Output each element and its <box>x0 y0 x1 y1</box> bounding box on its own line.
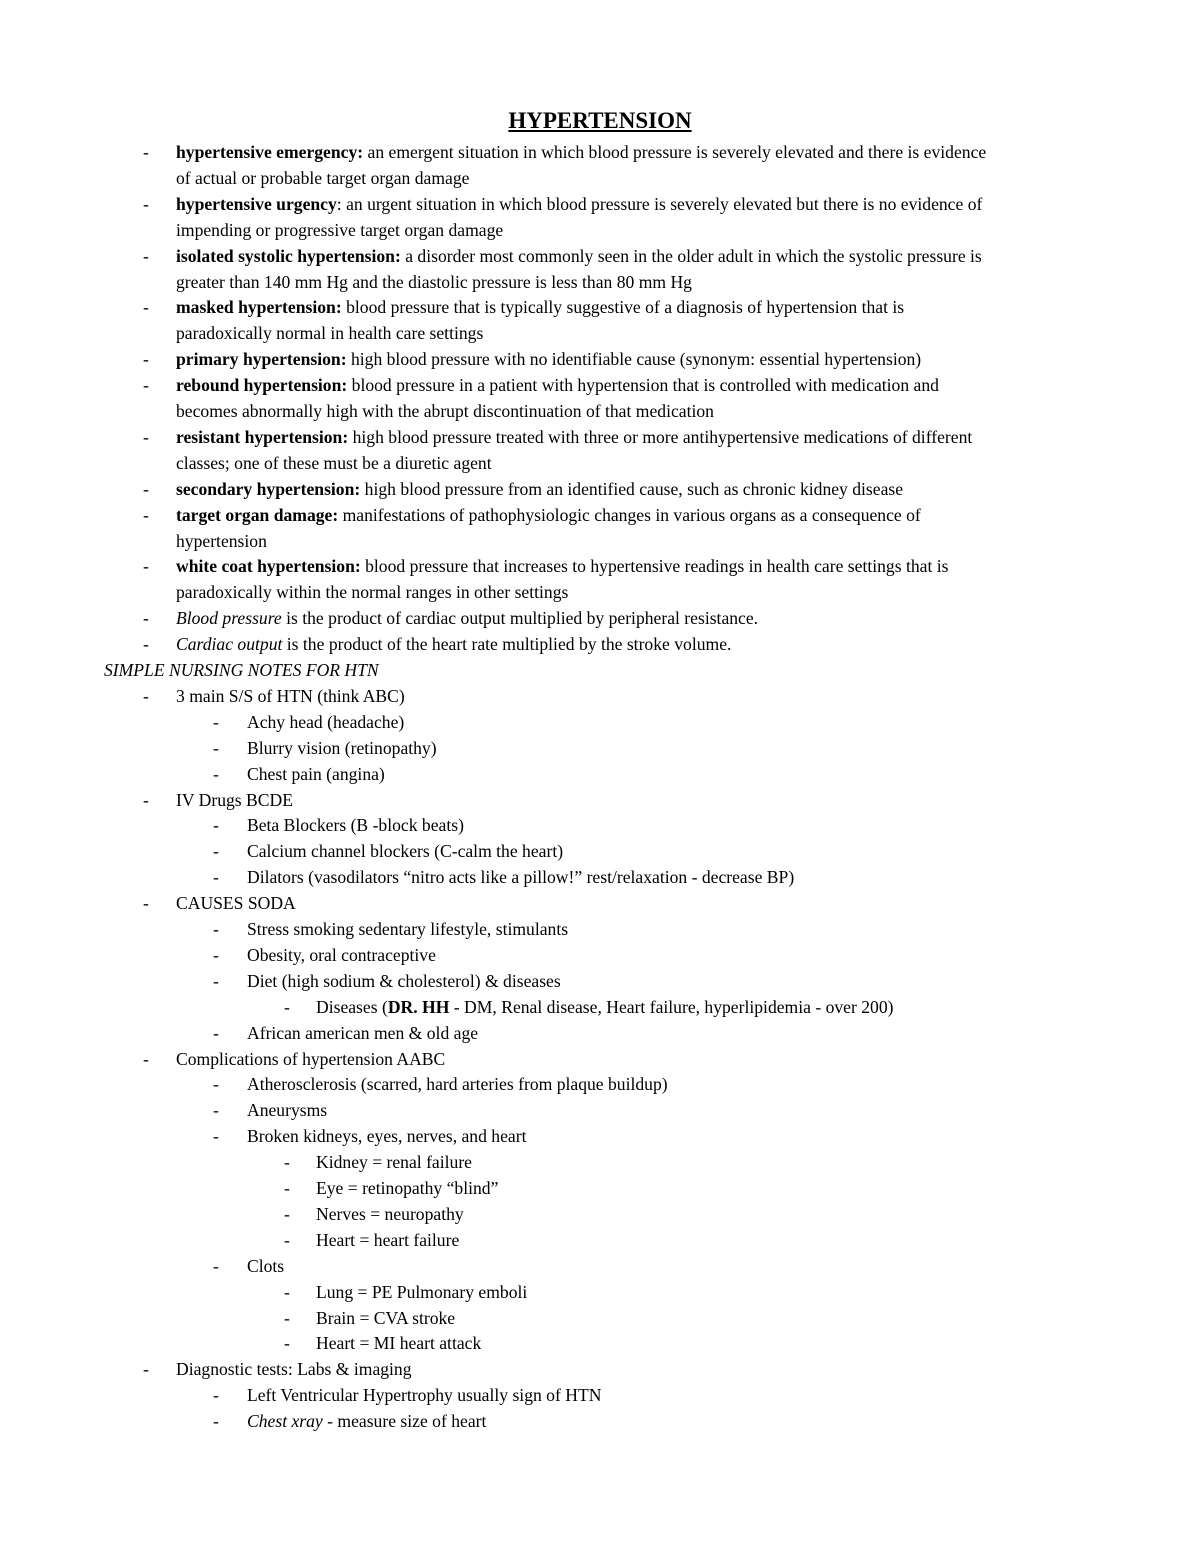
bullet-dash: - <box>213 1074 219 1095</box>
note-subitem <box>247 1100 327 1120</box>
line-text: Heart = heart failure <box>316 1229 460 1250</box>
line-text: Left Ventricular Hypertrophy usually sign of HTN <box>247 1385 602 1406</box>
line-text: Stress smoking sedentary lifestyle, stimulants <box>247 919 569 939</box>
note-subsubitem <box>316 1333 481 1353</box>
line-text: blood pressure in a patient with hypertension that is controlled with medication and <box>347 375 939 396</box>
bullet-dash: - <box>143 789 149 810</box>
italic-term: Cardiac output <box>176 634 283 655</box>
note-subitem <box>247 738 437 758</box>
bullet-dash: - <box>213 1126 219 1147</box>
line-text: Blurry vision (retinopathy) <box>247 737 437 758</box>
bullet-dash: - <box>143 193 149 214</box>
line-text: paradoxically within the normal ranges in other settings <box>176 582 569 603</box>
bullet-dash: - <box>213 1022 219 1043</box>
definition-item <box>176 505 921 525</box>
line-text: Lung = PE Pulmonary emboli <box>316 1281 528 1302</box>
definition-continuation <box>176 453 492 473</box>
note-subitem <box>247 1411 486 1431</box>
term-label: primary hypertension: <box>176 349 347 370</box>
line-text: a disorder most commonly seen in the older adult in which the systolic pressure is <box>400 245 982 266</box>
term-label: white coat hypertension: <box>176 556 361 577</box>
bullet-dash: - <box>143 426 149 447</box>
line-text: : an urgent situation in which blood pressure is severely elevated but there is no evidence of <box>336 193 983 214</box>
line-text: Clots <box>247 1255 285 1276</box>
bullet-dash: - <box>284 1152 290 1173</box>
bullet-dash: - <box>213 867 219 888</box>
definition-continuation <box>176 272 692 292</box>
definition-item <box>176 297 904 317</box>
line-text: high blood pressure with no identifiable cause (synonym: essential hypertension) <box>346 349 922 370</box>
term-label: resistant hypertension: <box>176 426 349 447</box>
line-text: Beta Blockers (B -block beats) <box>247 815 464 836</box>
term-label: masked hypertension: <box>176 297 342 318</box>
line-text: Broken kidneys, eyes, nerves, and heart <box>247 1126 527 1147</box>
line-text: CAUSES SODA <box>176 893 296 914</box>
bullet-dash: - <box>213 763 219 784</box>
italic-term: Blood pressure <box>176 608 282 629</box>
line-text: 3 main S/S of HTN (think ABC) <box>176 685 405 706</box>
term-label: DR. HH <box>387 996 450 1017</box>
line-text: of actual or probable target organ damage <box>176 167 470 188</box>
line-text: Chest pain (angina) <box>247 763 385 784</box>
note-subitem <box>247 1256 284 1276</box>
bullet-dash: - <box>143 142 149 162</box>
line-text: blood pressure that is typically suggestive of a diagnosis of hypertension that is <box>341 297 905 318</box>
line-text: classes; one of these must be a diuretic agent <box>176 452 492 473</box>
definition-continuation <box>176 401 714 421</box>
bullet-dash: - <box>213 970 219 991</box>
bullet-dash: - <box>213 1255 219 1276</box>
note-item <box>176 790 293 810</box>
bullet-dash: - <box>213 919 219 939</box>
line-text: IV Drugs BCDE <box>176 789 293 810</box>
note-subitem <box>247 945 436 965</box>
bullet-dash: - <box>143 1359 149 1380</box>
definition-item <box>176 142 986 162</box>
line-text: is the product of the heart rate multiplied by the stroke volume. <box>282 634 732 655</box>
bullet-dash: - <box>213 841 219 862</box>
bullet-dash: - <box>143 893 149 914</box>
term-label: hypertensive urgency <box>176 193 337 214</box>
definition-continuation <box>176 220 503 240</box>
bullet-dash: - <box>284 1281 290 1302</box>
term-label: rebound hypertension: <box>176 375 348 396</box>
note-item <box>176 893 296 913</box>
line-text: blood pressure that increases to hypertensive readings in health care settings that is <box>360 556 949 577</box>
note-item <box>176 1359 412 1379</box>
italic-term: Chest xray <box>247 1411 323 1432</box>
definition-item <box>176 479 903 499</box>
definition-item <box>176 427 972 447</box>
term-label: hypertensive emergency: <box>176 142 364 162</box>
line-text: Brain = CVA stroke <box>316 1307 456 1328</box>
line-text: Achy head (headache) <box>247 711 405 732</box>
line-text: an emergent situation in which blood pressure is severely elevated and there is evidence <box>363 142 987 162</box>
line-text: African american men & old age <box>247 1022 479 1043</box>
bullet-dash: - <box>213 1385 219 1406</box>
line-text: Kidney = renal failure <box>316 1152 472 1173</box>
note-subsubitem <box>316 1308 455 1328</box>
line-text: Atherosclerosis (scarred, hard arteries from plaque buildup) <box>247 1074 668 1095</box>
line-text: manifestations of pathophysiologic changes in various organs as a consequence of <box>338 504 921 525</box>
line-text: is the product of cardiac output multiplied by peripheral resistance. <box>281 608 759 629</box>
definition-continuation <box>176 582 568 602</box>
line-text: Diet (high sodium & cholesterol) & diseases <box>247 970 561 991</box>
bullet-dash: - <box>213 815 219 836</box>
bullet-dash: - <box>213 1411 219 1432</box>
term-label: target organ damage: <box>176 504 339 525</box>
bullet-dash: - <box>143 504 149 525</box>
bullet-dash: - <box>143 634 149 655</box>
line-text: Dilators (vasodilators “nitro acts like a pillow!” rest/relaxation - decrease BP) <box>247 867 795 888</box>
bullet-dash: - <box>213 737 219 758</box>
note-subitem <box>247 1385 601 1405</box>
line-text: - DM, Renal disease, Heart failure, hyperlipidemia - over 200) <box>449 996 894 1017</box>
note-subsubitem <box>316 1178 498 1198</box>
note-subitem <box>247 712 404 732</box>
line-text: Calcium channel blockers (C-calm the heart) <box>247 841 564 862</box>
bullet-dash: - <box>143 375 149 396</box>
note-subsubitem <box>316 1204 464 1224</box>
definition-item <box>176 246 982 266</box>
bullet-dash: - <box>284 1307 290 1328</box>
bullet-dash: - <box>284 996 290 1017</box>
note-item <box>176 686 405 706</box>
line-text: Complications of hypertension AABC <box>176 1048 446 1069</box>
bullet-dash: - <box>284 1333 290 1354</box>
line-text: Obesity, oral contraceptive <box>247 944 436 965</box>
note-subitem <box>247 1074 668 1094</box>
term-label: isolated systolic hypertension: <box>176 245 401 266</box>
definition-continuation <box>176 531 267 551</box>
bullet-dash: - <box>284 1178 290 1198</box>
note-subitem <box>247 971 561 991</box>
bullet-dash: - <box>143 608 149 629</box>
bullet-dash: - <box>143 685 149 706</box>
section-heading: SIMPLE NURSING NOTES FOR HTN <box>104 660 379 680</box>
bullet-dash: - <box>284 1229 290 1250</box>
note-subsubitem <box>316 1152 472 1172</box>
bullet-dash: - <box>143 245 149 266</box>
definition-item <box>176 349 921 369</box>
line-text: - measure size of heart <box>322 1411 487 1432</box>
note-subsubitem <box>316 1230 459 1250</box>
definition-item <box>176 608 758 628</box>
note-subitem <box>247 764 385 784</box>
term-label: secondary hypertension: <box>176 478 361 499</box>
definition-item <box>176 556 948 576</box>
bullet-dash: - <box>143 297 149 318</box>
bullet-dash: - <box>143 349 149 370</box>
line-text: paradoxically normal in health care settings <box>176 323 484 344</box>
note-subsubitem <box>316 1282 527 1302</box>
note-subitem <box>247 841 563 861</box>
line-text: Diseases ( <box>316 996 388 1017</box>
definition-continuation <box>176 323 483 343</box>
line-text: becomes abnormally high with the abrupt discontinuation of that medication <box>176 401 714 421</box>
note-subitem <box>247 815 464 835</box>
note-item <box>176 1049 445 1069</box>
note-subitem <box>247 1126 526 1146</box>
page-title: HYPERTENSION <box>508 108 692 133</box>
bullet-dash: - <box>213 944 219 965</box>
line-text: Eye = retinopathy “blind” <box>316 1178 499 1198</box>
note-subitem <box>247 1023 478 1043</box>
bullet-dash: - <box>143 556 149 577</box>
definition-item <box>176 375 939 395</box>
line-text: Diagnostic tests: Labs & imaging <box>176 1359 412 1380</box>
note-subitem <box>247 867 794 887</box>
line-text: Aneurysms <box>247 1100 328 1121</box>
bullet-dash: - <box>284 1203 290 1224</box>
line-text: Heart = MI heart attack <box>316 1333 482 1354</box>
line-text: high blood pressure treated with three or more antihypertensive medications of different <box>348 426 973 447</box>
bullet-dash: - <box>143 1048 149 1069</box>
bullet-dash: - <box>213 711 219 732</box>
note-subsubitem <box>316 997 894 1017</box>
note-subitem <box>247 919 568 939</box>
definition-item <box>176 194 982 214</box>
definition-item <box>176 634 731 654</box>
bullet-dash: - <box>143 478 149 499</box>
line-text: impending or progressive target organ damage <box>176 219 504 240</box>
bullet-dash: - <box>213 1100 219 1121</box>
definition-continuation <box>176 168 469 188</box>
line-text: greater than 140 mm Hg and the diastolic pressure is less than 80 mm Hg <box>176 271 692 292</box>
line-text: hypertension <box>176 530 267 551</box>
line-text: Nerves = neuropathy <box>316 1203 464 1224</box>
line-text: high blood pressure from an identified cause, such as chronic kidney disease <box>360 478 904 499</box>
